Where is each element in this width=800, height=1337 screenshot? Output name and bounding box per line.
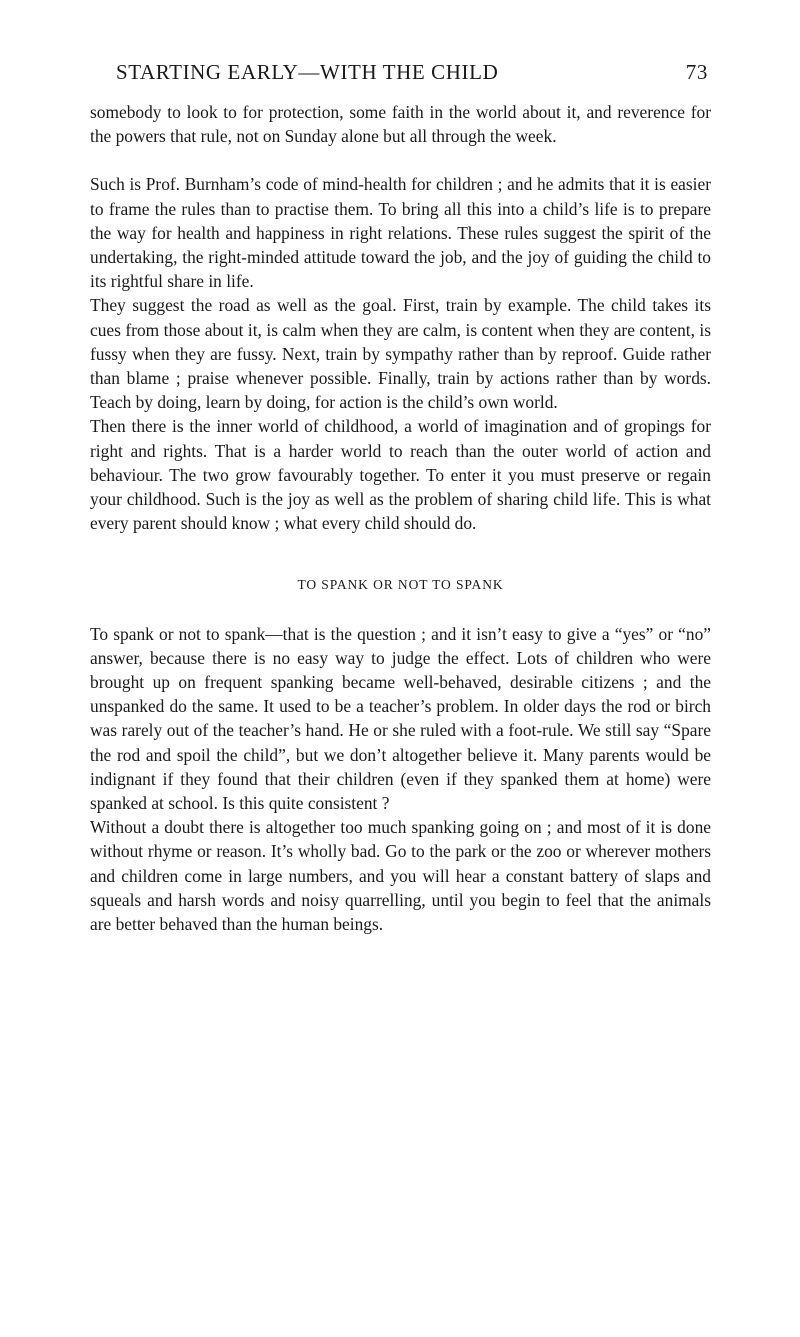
paragraph-gap [90, 148, 711, 172]
body-text [90, 100, 711, 936]
paragraph: They suggest the road as well as the goal. First, train by example. The child takes its cues from those about it, is calm when they are calm, is content when they are content, is fussy when they are fussy. Next, train by sympathy rather than by reproof. Guide rather than blame ; praise whenever possible. Finally, train by actions rather than by words. Teach by doing, learn by doing, for action is the child’s own world. [90, 295, 711, 413]
chapter-title: STARTING EARLY—WITH THE CHILD [116, 60, 499, 84]
paragraph: Without a doubt there is altogether too much spanking going on ; and most of it is done without rhyme or reason. It’s wholly bad. Go to the park or the zoo or wherever mothers and children come in large numbers, and you will hear a constant battery of slaps and squeals and harsh words and noisy quarrelling, until you begin to feel that the animals are better behaved than the human beings. [90, 817, 711, 935]
running-head [116, 60, 708, 90]
paragraph: Such is Prof. Burnham’s code of mind-health for children ; and he admits that it is easier to frame the rules than to practise them. To bring all this into a child’s life is to prepare the way for health and happiness in right relations. These rules suggest the spirit of the undertaking, the right-minded attitude toward the job, and the joy of guiding the child to its rightful share in life. [90, 174, 711, 292]
paragraph: To spank or not to spank—that is the question ; and it isn’t easy to give a “yes” or “no” answer, because there is no easy way to judge the effect. Lots of children who were brought up on frequent spanking became well-behaved, desirable citizens ; and the unspanked do the same. It used to be a teacher’s problem. In older days the rod or birch was rarely out of the teacher’s hand. He or she ruled with a foot-rule. We still say “Spare the rod and spoil the child”, but we don’t altogether believe it. Many parents would be indignant if they found that their children (even if they spanked them at home) were spanked at school. Is this quite consistent ? [90, 623, 711, 814]
paragraph: Then there is the inner world of childhood, a world of imagination and of gropings for right and rights. That is a harder world to reach than the outer world of action and behaviour. The two grow favourably together. To enter it you must preserve or regain your childhood. Such is the joy as well as the problem of sharing child life. This is what every parent should know ; what every child should do. [90, 416, 711, 534]
paragraph: somebody to look to for protection, some faith in the world about it, and reverence for the powers that rule, not on Sunday alone but all through the week. [90, 102, 711, 147]
section-heading: TO SPANK OR NOT TO SPANK [297, 577, 504, 593]
page-number: 73 [685, 60, 708, 84]
